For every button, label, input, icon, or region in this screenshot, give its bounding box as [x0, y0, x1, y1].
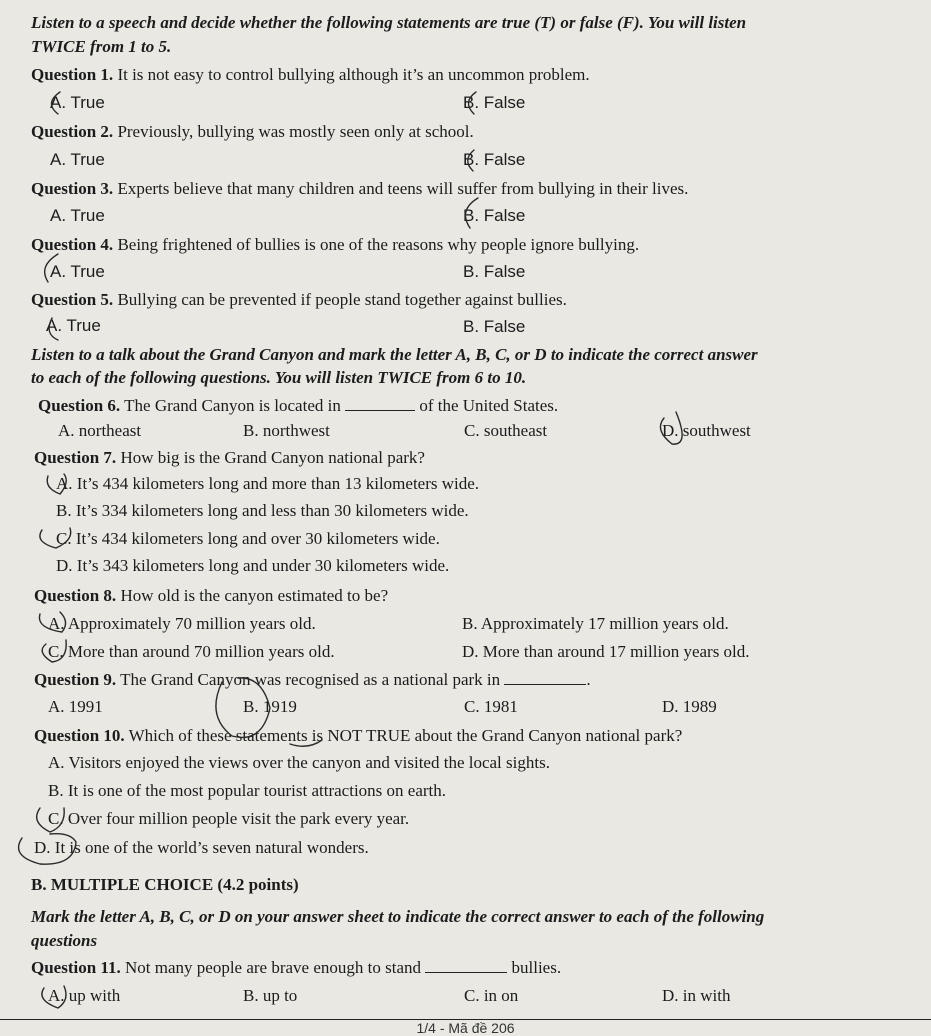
q7-option-c[interactable]: C. It’s 434 kilometers long and over 30 kilometers wide.: [56, 529, 440, 548]
q9-option-b[interactable]: B. 1919: [243, 697, 297, 716]
q11-option-a[interactable]: A. up with: [48, 986, 121, 1005]
question-11-blank: [425, 958, 507, 973]
part1-instruction-line2: TWICE from 1 to 5.: [31, 37, 172, 56]
question-11-label: Question 11.: [31, 958, 121, 977]
question-2: [31, 122, 474, 142]
question-8-text: How old is the canyon estimated to be?: [120, 586, 389, 605]
question-2-text: Previously, bullying was mostly seen only at school.: [117, 122, 474, 141]
q6-option-d[interactable]: D. southwest: [662, 421, 751, 440]
section-b-instruction-line1: Mark the letter A, B, C, or D on your answer sheet to indicate the correct answer to each of the following: [31, 907, 765, 926]
question-6: [38, 396, 558, 416]
q7-option-b[interactable]: B. It’s 334 kilometers long and less than 30 kilometers wide.: [56, 501, 469, 520]
question-9: [34, 670, 591, 690]
question-1-label: Question 1.: [31, 65, 114, 84]
question-6-text-after: of the United States.: [419, 396, 559, 415]
q3-option-a[interactable]: A. True: [50, 206, 105, 225]
question-8-label: Question 8.: [34, 586, 117, 605]
part1-instruction-line1: Listen to a speech and decide whether the following statements are true (T) or false (F). You will listen: [31, 13, 747, 32]
question-10: [34, 726, 682, 746]
question-5: [31, 290, 567, 310]
q10-option-b[interactable]: B. It is one of the most popular tourist attractions on earth.: [48, 781, 447, 800]
q10-option-d[interactable]: D. It is one of the world’s seven natural wonders.: [34, 838, 369, 857]
question-11-text-after: bullies.: [511, 958, 562, 977]
q7-option-d[interactable]: D. It’s 343 kilometers long and under 30 kilometers wide.: [56, 556, 450, 575]
q8-option-d[interactable]: D. More than around 17 million years old.: [462, 642, 750, 661]
question-7-label: Question 7.: [34, 448, 117, 467]
q11-option-d[interactable]: D. in with: [662, 986, 731, 1005]
question-10-label: Question 10.: [34, 726, 125, 745]
question-4-label: Question 4.: [31, 235, 114, 254]
q2-option-b[interactable]: B. False: [463, 150, 526, 169]
question-10-text: Which of these statements is NOT TRUE about the Grand Canyon national park?: [128, 726, 683, 745]
question-8: [34, 586, 388, 606]
q7-option-a[interactable]: A. It’s 434 kilometers long and more than 13 kilometers wide.: [56, 474, 480, 493]
q5-option-b[interactable]: B. False: [463, 317, 526, 336]
question-6-blank: [345, 396, 415, 411]
question-5-text: Bullying can be prevented if people stand together against bullies.: [117, 290, 567, 309]
section-b-heading: B. MULTIPLE CHOICE (4.2 points): [31, 875, 299, 894]
question-9-blank: [504, 670, 586, 685]
q10-option-a[interactable]: A. Visitors enjoyed the views over the canyon and visited the local sights.: [48, 753, 550, 772]
part2-instruction-line1: Listen to a talk about the Grand Canyon and mark the letter A, B, C, or D to indicate the correct answer: [31, 345, 758, 364]
question-3-label: Question 3.: [31, 179, 114, 198]
q8-option-c[interactable]: C. More than around 70 million years old.: [48, 642, 335, 661]
question-9-text-before: The Grand Canyon was recognised as a national park in: [120, 670, 501, 689]
question-6-text-before: The Grand Canyon is located in: [124, 396, 341, 415]
section-b-instruction-line2: questions: [31, 931, 98, 950]
question-3-text: Experts believe that many children and teens will suffer from bullying in their lives.: [117, 179, 689, 198]
q8-option-b[interactable]: B. Approximately 17 million years old.: [462, 614, 729, 633]
question-9-label: Question 9.: [34, 670, 117, 689]
q11-option-b[interactable]: B. up to: [243, 986, 298, 1005]
question-11: [31, 958, 561, 978]
question-2-label: Question 2.: [31, 122, 114, 141]
q2-option-a[interactable]: A. True: [50, 150, 105, 169]
question-5-label: Question 5.: [31, 290, 114, 309]
q4-option-b[interactable]: B. False: [463, 262, 526, 281]
question-4-text: Being frightened of bullies is one of the reasons why people ignore bullying.: [117, 235, 640, 254]
page-footer: 1/4 - Mã đề 206: [0, 1019, 931, 1036]
q9-option-d[interactable]: D. 1989: [662, 697, 717, 716]
question-1-text: It is not easy to control bullying although it’s an uncommon problem.: [117, 65, 590, 84]
q6-option-b[interactable]: B. northwest: [243, 421, 330, 440]
question-4: [31, 235, 639, 255]
q9-option-a[interactable]: A. 1991: [48, 697, 103, 716]
part2-instruction-line2: to each of the following questions. You will listen TWICE from 6 to 10.: [31, 368, 527, 387]
q9-option-c[interactable]: C. 1981: [464, 697, 518, 716]
question-3: [31, 179, 688, 199]
question-11-text-before: Not many people are brave enough to stand: [125, 958, 421, 977]
question-7-text: How big is the Grand Canyon national park?: [120, 448, 425, 467]
q3-option-b[interactable]: B. False: [463, 206, 526, 225]
question-7: [34, 448, 425, 468]
q6-option-a[interactable]: A. northeast: [58, 421, 142, 440]
q8-option-a[interactable]: A. Approximately 70 million years old.: [48, 614, 316, 633]
q10-option-c[interactable]: C. Over four million people visit the park every year.: [48, 809, 410, 828]
question-1: [31, 65, 590, 85]
question-9-text-after: .: [586, 670, 591, 689]
q11-option-c[interactable]: C. in on: [464, 986, 519, 1005]
q4-option-a[interactable]: A. True: [50, 262, 105, 281]
q1-option-a[interactable]: A. True: [50, 93, 105, 112]
q1-option-b[interactable]: B. False: [463, 93, 526, 112]
q6-option-c[interactable]: C. southeast: [464, 421, 548, 440]
question-6-label: Question 6.: [38, 396, 121, 415]
q5-option-a[interactable]: A. True: [46, 316, 101, 335]
